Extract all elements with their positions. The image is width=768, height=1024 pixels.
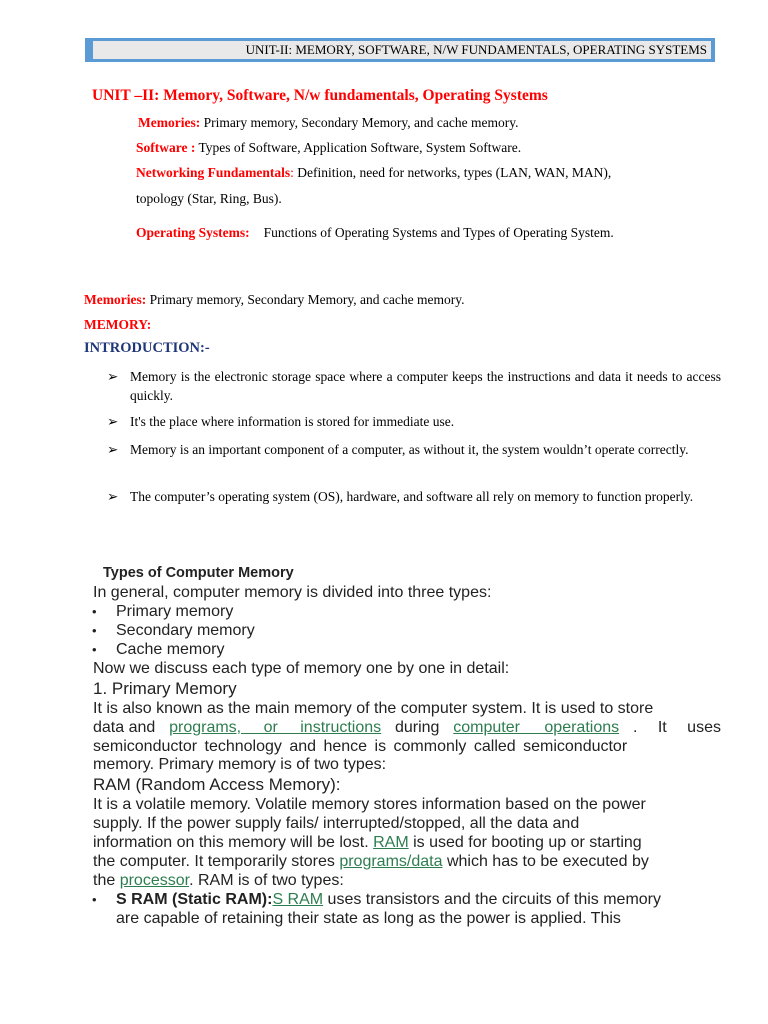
arrow-bullet-icon: ➢ — [107, 414, 119, 429]
page-header-title: UNIT-II: MEMORY, SOFTWARE, N/W FUNDAMENTALS, OPERATING SYSTEMS — [93, 41, 711, 59]
intro-bullet — [107, 440, 721, 459]
ram-line-4 — [93, 852, 649, 871]
discuss-line: Now we discuss each type of memory one by one in detail: — [93, 660, 510, 677]
list-item-text: Secondary memory — [116, 622, 255, 639]
text-fragment: . It uses — [632, 719, 721, 736]
unit-row-label: Software : — [136, 140, 196, 155]
sram-link[interactable]: S RAM — [272, 891, 324, 908]
unit-row-text: Functions of Operating Systems and Types of Operating System. — [263, 225, 614, 240]
memories-label: Memories: — [84, 292, 147, 307]
types-list-item — [92, 640, 392, 659]
ram-line-3 — [93, 833, 642, 852]
unit-row-text: Types of Software, Application Software, System Software. — [195, 140, 522, 155]
text-fragment: during — [394, 719, 440, 736]
list-item-text: Primary memory — [116, 603, 234, 620]
primary-line-4: memory. Primary memory is of two types: — [93, 756, 387, 773]
bullet-dot-icon: • — [92, 604, 97, 619]
unit-row-os — [136, 223, 614, 242]
computer-operations-link[interactable]: computer operations — [453, 719, 620, 736]
programs-data-link[interactable]: programs/data — [339, 853, 443, 870]
arrow-bullet-icon: ➢ — [107, 369, 119, 384]
ram-heading: RAM (Random Access Memory): — [93, 775, 341, 794]
ram-line-5 — [93, 871, 344, 890]
unit-row-colon: : — [290, 165, 294, 180]
introduction-heading: INTRODUCTION:- — [84, 340, 210, 356]
list-item-text: Cache memory — [116, 641, 225, 658]
ram-link[interactable]: RAM — [373, 834, 409, 851]
ram-line-2: supply. If the power supply fails/ interrupted/stopped, all the data and — [93, 815, 580, 832]
bullet-dot-icon: • — [92, 623, 97, 638]
programs-instructions-link[interactable]: programs, or instructions — [169, 719, 382, 736]
unit-row-networking — [136, 163, 611, 182]
unit-row-label: Networking Fundamentals — [136, 165, 291, 180]
unit-title: UNIT –II: Memory, Software, N/w fundamentals, Operating Systems — [92, 87, 548, 104]
unit-row-label: Memories: — [138, 115, 201, 130]
primary-line-3 — [93, 737, 721, 756]
primary-line-2 — [93, 718, 721, 737]
text-fragment: data and — [93, 719, 156, 736]
primary-memory-heading: 1. Primary Memory — [93, 679, 237, 698]
intro-bullet — [107, 367, 721, 405]
unit-row-networking-cont: topology (Star, Ring, Bus). — [136, 191, 282, 206]
types-list-item — [92, 602, 392, 621]
unit-row-label: Operating Systems: — [136, 225, 250, 240]
unit-row-text: Definition, need for networks, types (LAN, WAN, MAN), — [293, 165, 612, 180]
unit-row-software — [136, 138, 521, 157]
memories-line — [84, 290, 465, 309]
unit-row-text: Primary memory, Secondary Memory, and cache memory. — [200, 115, 519, 130]
text-fragment: . RAM is of two types: — [189, 872, 344, 889]
text-fragment: information on this memory will be lost. — [93, 834, 369, 851]
bullet-dot-icon: • — [92, 642, 97, 657]
arrow-bullet-icon: ➢ — [107, 489, 119, 504]
sram-label: S RAM (Static RAM): — [116, 891, 273, 908]
primary-line-1: It is also known as the main memory of the computer system. It is used to store — [93, 700, 654, 717]
bullet-text: The computer’s operating system (OS), hardware, and software all rely on memory to function properly. — [130, 489, 694, 504]
bullet-dot-icon: • — [92, 892, 97, 907]
text-fragment: semiconductor technology and hence is commonly called semiconductor — [93, 738, 628, 755]
text-fragment: is used for booting up or starting — [413, 834, 642, 851]
types-list-item — [92, 621, 392, 640]
page-header-bar — [85, 38, 715, 62]
intro-bullet — [107, 487, 721, 506]
intro-bullet — [107, 412, 721, 431]
sram-line-2: are capable of retaining their state as long as the power is applied. This — [116, 910, 621, 927]
arrow-bullet-icon: ➢ — [107, 442, 119, 457]
ram-line-1: It is a volatile memory. Volatile memory stores information based on the power — [93, 796, 646, 813]
processor-link[interactable]: processor — [119, 872, 190, 889]
bullet-text: Memory is an important component of a computer, as without it, the system wouldn’t operate correctly. — [130, 442, 689, 457]
text-fragment: the computer. It temporarily stores — [93, 853, 335, 870]
types-heading: Types of Computer Memory — [103, 565, 294, 581]
unit-row-memories — [138, 113, 519, 132]
text-fragment: which has to be executed by — [446, 853, 649, 870]
types-intro: In general, computer memory is divided into three types: — [93, 584, 492, 601]
sram-bullet — [92, 890, 722, 909]
memory-heading: MEMORY: — [84, 317, 152, 332]
text-fragment: uses transistors and the circuits of this memory — [323, 891, 662, 908]
memories-text: Primary memory, Secondary Memory, and cache memory. — [146, 292, 465, 307]
text-fragment: the — [93, 872, 116, 889]
bullet-text: Memory is the electronic storage space where a computer keeps the instructions and data it needs to access quickly. — [130, 369, 721, 403]
bullet-text: It's the place where information is stored for immediate use. — [130, 414, 455, 429]
